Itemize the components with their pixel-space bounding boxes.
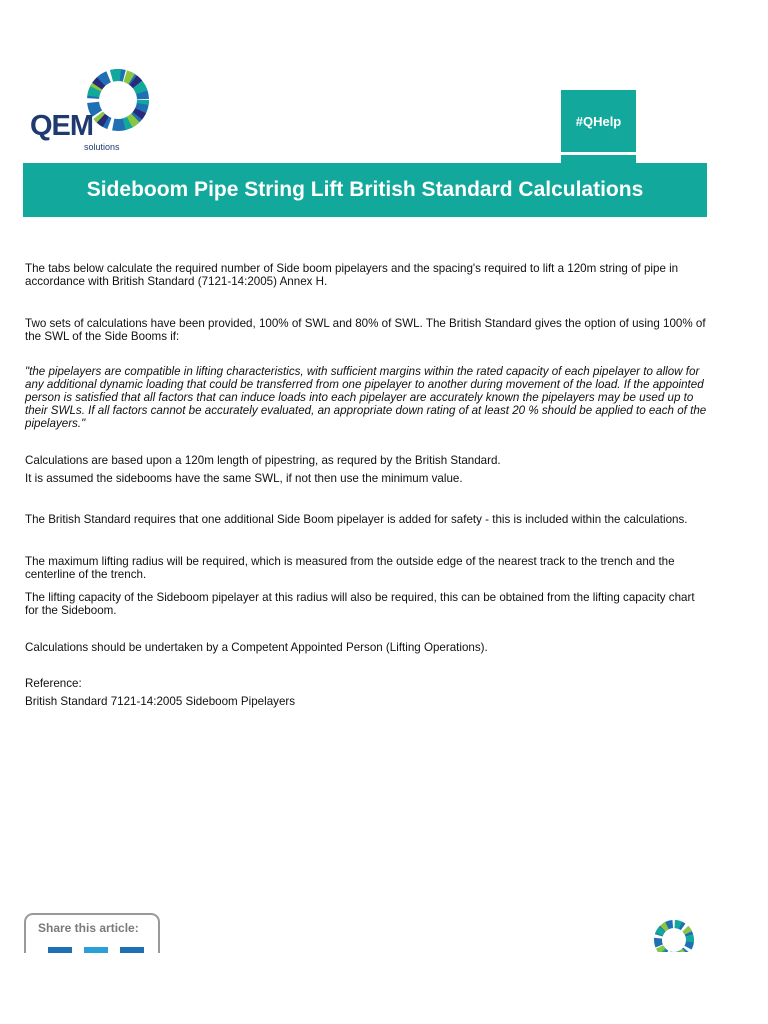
share-twitter-icon[interactable] [84,947,108,953]
article-body [25,262,707,708]
paragraph-lifting-capacity: The lifting capacity of the Sideboom pipelayer at this radius will also be required, this can be obtained from the lifting capacity chart for the Sideboom. [25,591,695,617]
share-label: Share this article: [38,921,139,935]
logo-wordmark: QEM [30,110,94,142]
logo-subtitle: solutions [84,142,120,152]
paragraph-calculation-sets: Two sets of calculations have been provided, 100% of SWL and 80% of SWL. The British Standard gives the option of using 100% of the SWL of the Side Booms if: [25,317,706,343]
paragraph-intro: The tabs below calculate the required number of Side boom pipelayers and the spacing's required to lift a 120m string of pipe in accordance with British Standard (7121-14:2005) Annex H. [25,262,679,288]
paragraph-pipestring-length: Calculations are based upon a 120m length of pipestring, as requred by the British Standard. [25,454,501,467]
paragraph-swl-assumption: It is assumed the sidebooms have the same SWL, if not then use the minimum value. [25,472,463,485]
paragraph-additional-pipelayer: The British Standard requires that one additional Side Boom pipelayer is added for safety - this is included within the calculations. [25,513,688,526]
paragraph-competent-person: Calculations should be undertaken by a Competent Appointed Person (Lifting Operations). [25,641,488,654]
share-linkedin-icon[interactable] [120,947,144,953]
reference-heading: Reference: [25,677,82,690]
share-box [24,913,160,953]
qhelp-button[interactable]: #QHelp [561,90,636,152]
page-title-banner [23,163,707,217]
page-title: Sideboom Pipe String Lift British Standard Calculations [86,178,644,201]
qem-logo [28,68,152,154]
footer-logo-icon [650,918,700,952]
paragraph-standard-quote: "the pipelayers are compatible in lifting characteristics, with sufficient margins within the rated capacity of each pipelayer to allow for any additional dynamic loading that could be transferred from one pipelayer to another during movement of the load. If the appointed person is satisfied that all factors that can induce loads into each pipelayer are accurately known the pipelayers may be used up to their SWLs. If all factors cannot be accurately evaluated, an appropriate down rating of at least 20 % should be applied to each of the pipelayers." [25,365,707,430]
share-facebook-icon[interactable] [48,947,72,953]
qhelp-underline [561,155,636,163]
reference-text: British Standard 7121-14:2005 Sideboom Pipelayers [25,695,296,708]
paragraph-lifting-radius: The maximum lifting radius will be required, which is measured from the outside edge of the nearest track to the trench and the centerline of the trench. [25,555,675,581]
